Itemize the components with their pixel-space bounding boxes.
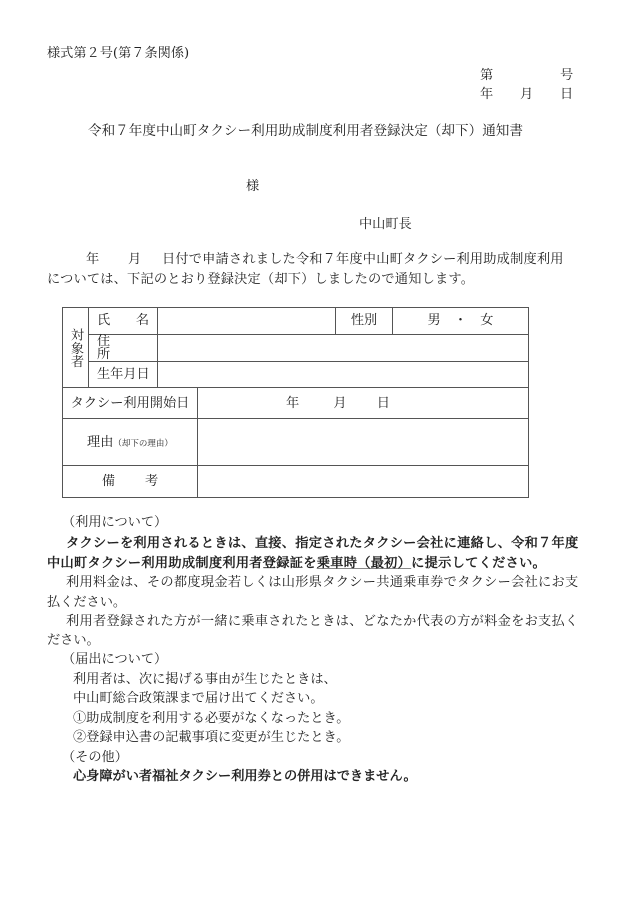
number-suffix: 号 [560, 68, 574, 83]
reason-field[interactable] [198, 419, 529, 466]
start-date-day: 日 [376, 395, 390, 411]
addressee-suffix: 様 [246, 179, 260, 194]
gender-label: 性別 [336, 308, 393, 335]
start-date-field[interactable] [198, 388, 529, 419]
start-date-year: 年 [286, 395, 300, 411]
address-label: 住所 [97, 334, 139, 363]
usage-p1-line1: タクシーを利用されるときは、直接、指定されたタクシー会社に連絡し、令和７年度 [66, 536, 579, 551]
usage-heading: （利用について） [62, 515, 168, 530]
remarks-label: 備考 [63, 466, 198, 498]
report-item-2: ②登録申込書の記載事項に変更が生じたとき。 [73, 730, 350, 745]
start-date-label: タクシー利用開始日 [63, 388, 198, 419]
remarks-field[interactable] [198, 466, 529, 498]
usage-p1-b3: に提示してください。 [411, 556, 547, 571]
body-line2: については、下記のとおり登録決定（却下）しましたので通知します。 [47, 272, 475, 287]
usage-p1-b1: 中山町タクシー利用助成制度利用者登録証を [47, 556, 317, 571]
reason-note: （却下の理由） [113, 438, 173, 449]
birthdate-label: 生年月日 [89, 362, 158, 388]
subject-label: 対象者 [63, 308, 89, 388]
form-label: 様式第２号(第７条関係) [47, 46, 190, 61]
body-line1: 日付で申請されました令和７年度中山町タクシー利用助成制度利用 [162, 252, 564, 267]
usage-p1-line2 [47, 557, 546, 570]
name-field[interactable] [158, 308, 336, 335]
other-heading: （その他） [62, 750, 128, 765]
report-item-1: ①助成制度を利用する必要がなくなったとき。 [73, 711, 350, 726]
usage-p2-line1: 利用料金は、その都度現金若しくは山形県タクシー共通乗車券でタクシー会社にお支 [66, 575, 579, 590]
date-month: 月 [520, 87, 534, 102]
usage-p1-b2-underlined: 乗車時（最初） [316, 556, 412, 571]
date-day: 日 [560, 87, 574, 102]
address-field[interactable] [158, 335, 529, 362]
usage-p2-line2: 払ください。 [47, 595, 127, 610]
body-year: 年 [86, 252, 100, 267]
reason-label-cell [63, 419, 198, 466]
report-heading: （届出について） [62, 652, 168, 667]
date-year: 年 [480, 87, 494, 102]
usage-p3-line2: ださい。 [47, 633, 100, 648]
report-p2: 中山町総合政策課まで届け出てください。 [73, 691, 324, 706]
report-p1: 利用者は、次に掲げる事由が生じたときは、 [73, 672, 337, 687]
gender-options[interactable]: 男 ・ 女 [393, 308, 529, 335]
subject-table [62, 307, 529, 498]
issuer: 中山町長 [359, 217, 412, 232]
birthdate-field[interactable] [158, 362, 529, 388]
body-month: 月 [128, 252, 142, 267]
number-prefix: 第 [480, 68, 494, 83]
reason-label: 理由 [87, 434, 114, 450]
start-date-month: 月 [333, 395, 347, 411]
document-title: 令和７年度中山町タクシー利用助成制度利用者登録決定（却下）通知書 [88, 123, 523, 139]
usage-p3-line1: 利用者登録された方が一緒に乗車されたときは、どなたか代表の方が料金をお支払く [66, 614, 579, 629]
other-p1: 心身障がい者福祉タクシー利用券との併用はできません。 [73, 769, 417, 784]
name-label: 氏 名 [97, 313, 149, 329]
